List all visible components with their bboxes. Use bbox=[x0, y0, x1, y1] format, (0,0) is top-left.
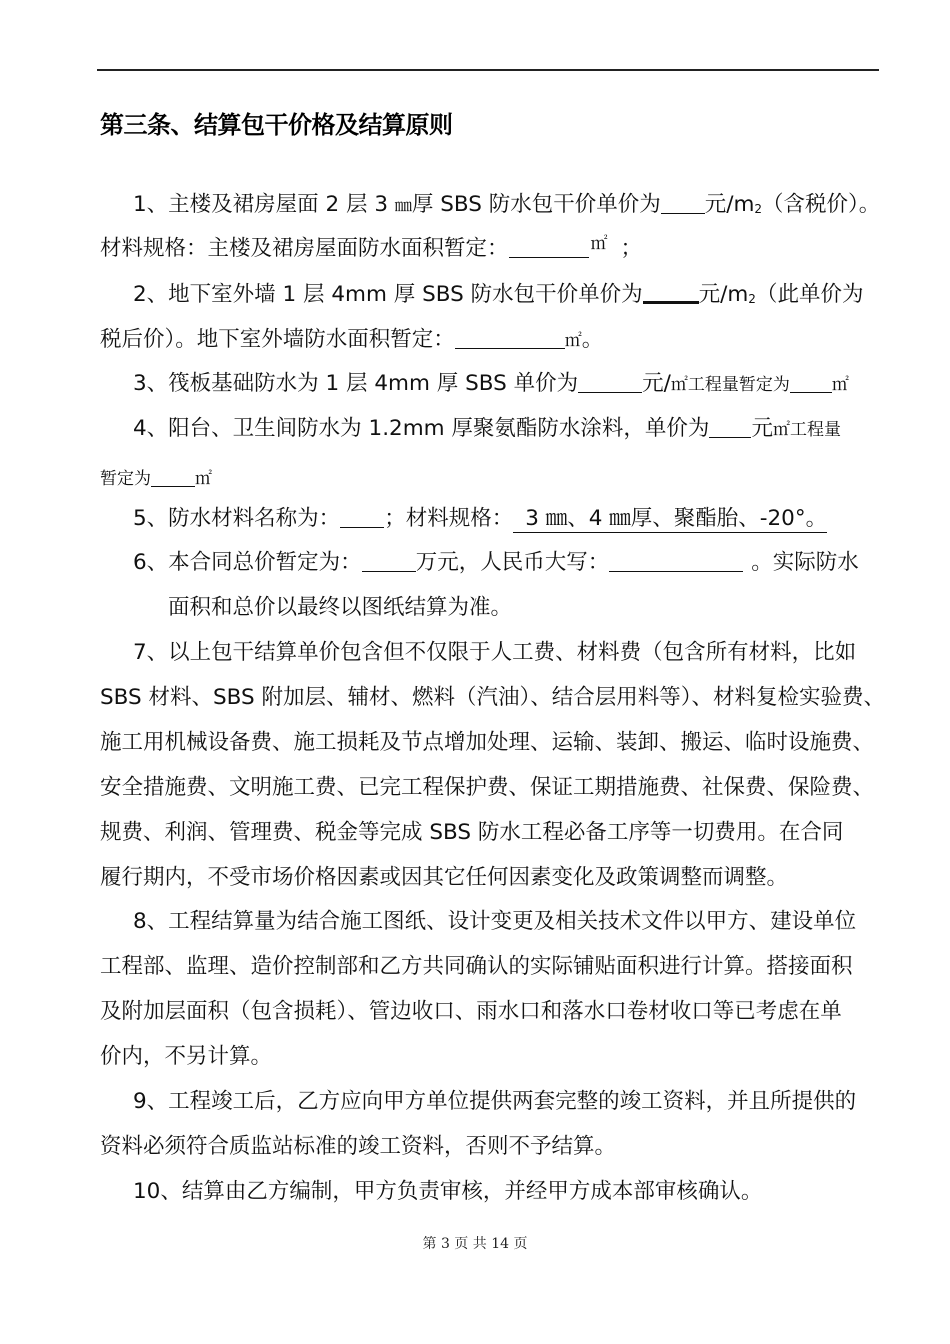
item-4-line-1: 4、阳台、卫生间防水为 1.2mm 厚聚氨酯防水涂料，单价为 元㎡工程量 bbox=[133, 416, 841, 441]
quantity-blank bbox=[790, 374, 832, 393]
item-2-line-1: 2、地下室外墙 1 层 4mm 厚 SBS 防水包干价单价为 元/m2（此单价为 bbox=[133, 282, 864, 307]
item-7-line-4: 安全措施费、文明施工费、已完工程保护费、保证工期措施费、社保费、保险费、 bbox=[100, 775, 875, 800]
item-2-line-2: 税后价）。地下室外墙防水面积暂定： ㎡。 bbox=[100, 327, 604, 352]
item-7-line-1: 7、以上包干结算单价包含但不仅限于人工费、材料费（包含所有材料，比如 bbox=[133, 640, 857, 665]
material-name-blank bbox=[340, 509, 384, 528]
quantity-blank bbox=[151, 468, 195, 487]
total-price-blank bbox=[362, 553, 416, 572]
item-4-line-2: 暂定为 ㎡ bbox=[100, 469, 212, 489]
item-6-line-2: 面积和总价以最终以图纸结算为准。 bbox=[168, 595, 513, 620]
item-5: 5、防水材料名称为： ；材料规格： 3 ㎜、4 ㎜厚、聚酯胎、-20°。 bbox=[133, 506, 828, 531]
item-7-line-5: 规费、利润、管理费、税金等完成 SBS 防水工程必备工序等一切费用。在合同 bbox=[100, 820, 844, 845]
item-1-line-2: 材料规格：主楼及裙房屋面防水面积暂定： ㎡ ； bbox=[100, 234, 643, 261]
item-8-line-2: 工程部、监理、造价控制部和乙方共同确认的实际铺贴面积进行计算。搭接面积 bbox=[100, 954, 853, 979]
item-1-line-1: 1、主楼及裙房屋面 2 层 3 ㎜厚 SBS 防水包干价单价为 元/m2（含税价）。 bbox=[133, 192, 881, 217]
item-8-line-4: 价内，不另计算。 bbox=[100, 1044, 273, 1069]
total-price-uppercase-blank bbox=[609, 553, 743, 572]
item-10-line-1: 10、结算由乙方编制，甲方负责审核，并经甲方成本部审核确认。 bbox=[133, 1179, 763, 1204]
area-blank: ㎡ bbox=[509, 239, 589, 258]
header-rule bbox=[97, 69, 879, 71]
item-9-line-2: 资料必须符合质监站标准的竣工资料，否则不予结算。 bbox=[100, 1134, 617, 1159]
material-spec-value: 3 ㎜、4 ㎜厚、聚酯胎、-20°。 bbox=[513, 506, 827, 533]
item-7-line-2: SBS 材料、SBS 附加层、辅材、燃料（汽油）、结合层用料等）、材料复检实验费、 bbox=[100, 685, 886, 710]
item-7-line-6: 履行期内，不受市场价格因素或因其它任何因素变化及政策调整而调整。 bbox=[100, 865, 789, 890]
section-title: 第三条、结算包干价格及结算原则 bbox=[100, 111, 453, 139]
item-6-line-1: 6、本合同总价暂定为： 万元，人民币大写： 。实际防水 bbox=[133, 550, 859, 575]
item-9-line-1: 9、工程竣工后，乙方应向甲方单位提供两套完整的竣工资料，并且所提供的 bbox=[133, 1089, 857, 1114]
item-8-line-3: 及附加层面积（包含损耗）、管边收口、雨水口和落水口卷材收口等已考虑在单 bbox=[100, 999, 842, 1024]
page-footer: 第 3 页 共 14 页 bbox=[422, 1236, 528, 1252]
unit-price-blank bbox=[578, 374, 642, 393]
unit-price-blank bbox=[661, 195, 705, 214]
unit-price-blank bbox=[709, 419, 751, 438]
unit-price-blank bbox=[643, 283, 699, 304]
item-7-line-3: 施工用机械设备费、施工损耗及节点增加处理、运输、装卸、搬运、临时设施费、 bbox=[100, 730, 875, 755]
item-3: 3、筏板基础防水为 1 层 4mm 厚 SBS 单价为 元/㎡工程量暂定为 ㎡ bbox=[133, 371, 849, 396]
item-8-line-1: 8、工程结算量为结合施工图纸、设计变更及相关技术文件以甲方、建设单位 bbox=[133, 909, 857, 934]
area-blank bbox=[455, 330, 565, 349]
